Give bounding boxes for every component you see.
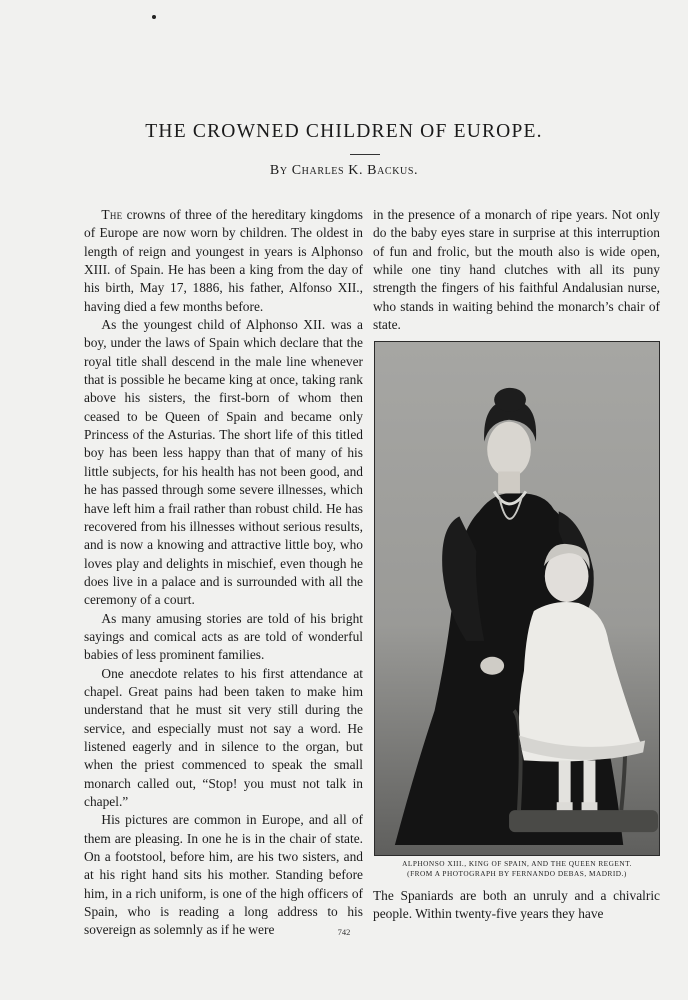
title-rule [350, 154, 380, 155]
paragraph-1-text: crowns of three of the hereditary kingdoms of Europe are now worn by children. The oldest in length of reign and youngest in years is Alphonso XIII. of Spain. He has been a king from the day of his birth, May 17, 1886, his father, Alfonso XII., having died a few months before. [84, 207, 363, 314]
article-byline: By Charles K. Backus. [269, 163, 419, 178]
paragraph-4: One anecdote relates to his first attendance at chapel. Great pains had been taken to make him understand that he must sit very still during the service, and especially must not say a word. He listened eagerly and in silence to the organ, but when the priest commenced to speak the small monarch called out, “Stop! you must not talk in chapel.” [84, 665, 363, 809]
portrait-illustration [375, 342, 659, 855]
paragraph-3: As many amusing stories are told of his bright sayings and comical acts as are told of wonderful babies of less prominent families. [84, 610, 363, 663]
ink-speck [152, 15, 156, 19]
drop-lead-word: The [101, 207, 123, 222]
portrait-photograph [374, 341, 660, 856]
paragraph-1 [84, 206, 363, 316]
figure-caption [374, 859, 660, 879]
caption-line-2: (FROM A PHOTOGRAPH BY FERNANDO DEBAS, MADRID.) [407, 869, 627, 878]
left-column [84, 206, 363, 940]
right-paragraph-bottom: The Spaniards are both an unruly and a chivalric people. Within twenty-five years they have [373, 888, 660, 922]
right-column-bottom [373, 887, 660, 924]
right-column-top [373, 206, 660, 334]
right-paragraph-top: in the presence of a monarch of ripe years. Not only do the baby eyes stare in surprise at this interruption of fun and frolic, but the mouth also is wide open, while one tiny hand clutches with all its puny strength the fingers of his faithful Andalusian nurse, who stands in waiting behind the monarch’s chair of state. [373, 207, 660, 333]
caption-line-1: ALPHONSO XIII., KING OF SPAIN, AND THE QUEEN REGENT. [402, 859, 632, 868]
paragraph-5: His pictures are common in Europe, and all of them are pleasing. In one he is in the chair of state. On a footstool, before him, are his two sisters, and at his right hand sits his mother. Standing before him, in a rich uniform, is one of the high officers of Spain, who is reading a long address to his sovereign as solemnly as if he were [84, 812, 363, 938]
paragraph-2: As the youngest child of Alphonso XII. was a boy, under the laws of Spain which declare that the royal title shall descend in the male line whenever that is possible he became king at once, taking rank above his sisters, the first-born of whom then ceased to be Queen of Spain and became only Princess of the Asturias. The short life of this titled boy has been less happy than that of many of his little subjects, for his health has not been good, and he has passed through some severe illnesses, which have left him a frail rather than robust child. He has recovered from his illnesses without serious results, and is now a knowing and attractive little boy, who loves play and delights in mischief, even though he does live in a palace and is surrounded with all the ceremony of a court. [84, 317, 363, 608]
article-title: THE CROWNED CHILDREN OF EUROPE. [145, 121, 543, 142]
page-number: 742 [337, 927, 351, 937]
